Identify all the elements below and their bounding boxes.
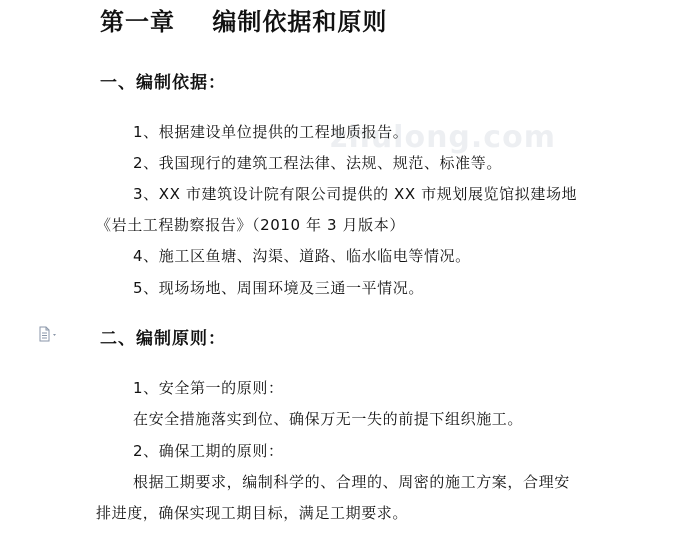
watermark: zhulong.com [330,120,556,155]
principle-item-1: 1、安全第一的原则： [133,379,284,397]
principle-item-1-detail: 在安全措施落实到位、确保万无一失的前提下组织施工。 [133,410,524,428]
principle-item-2-detail: 根据工期要求，编制科学的、合理的、周密的施工方案，合理安 [133,473,570,491]
basis-item-4: 4、施工区鱼塘、沟渠、道路、临水临电等情况。 [133,247,471,265]
section-heading-principles: 二、编制原则： [100,329,226,349]
basis-item-3: 3、XX 市建筑设计院有限公司提供的 XX 市规划展览馆拟建场地 [133,185,578,203]
basis-item-3-continued: 《岩土工程勘察报告》（2010 年 3 月版本） [96,216,405,234]
basis-item-5: 5、现场场地、周围环境及三通一平情况。 [133,279,424,297]
basis-item-1: 1、根据建设单位提供的工程地质报告。 [133,123,409,141]
section-heading-basis: 一、编制依据： [100,73,226,93]
principle-item-2: 2、确保工期的原则： [133,442,284,460]
basis-item-2: 2、我国现行的建筑工程法律、法规、规范、标准等。 [133,154,502,172]
principle-item-2-detail-continued: 排进度，确保实现工期目标，满足工期要求。 [96,504,409,522]
chapter-title: 第一章 编制依据和原则 [100,7,388,36]
document-icon[interactable] [38,326,60,342]
